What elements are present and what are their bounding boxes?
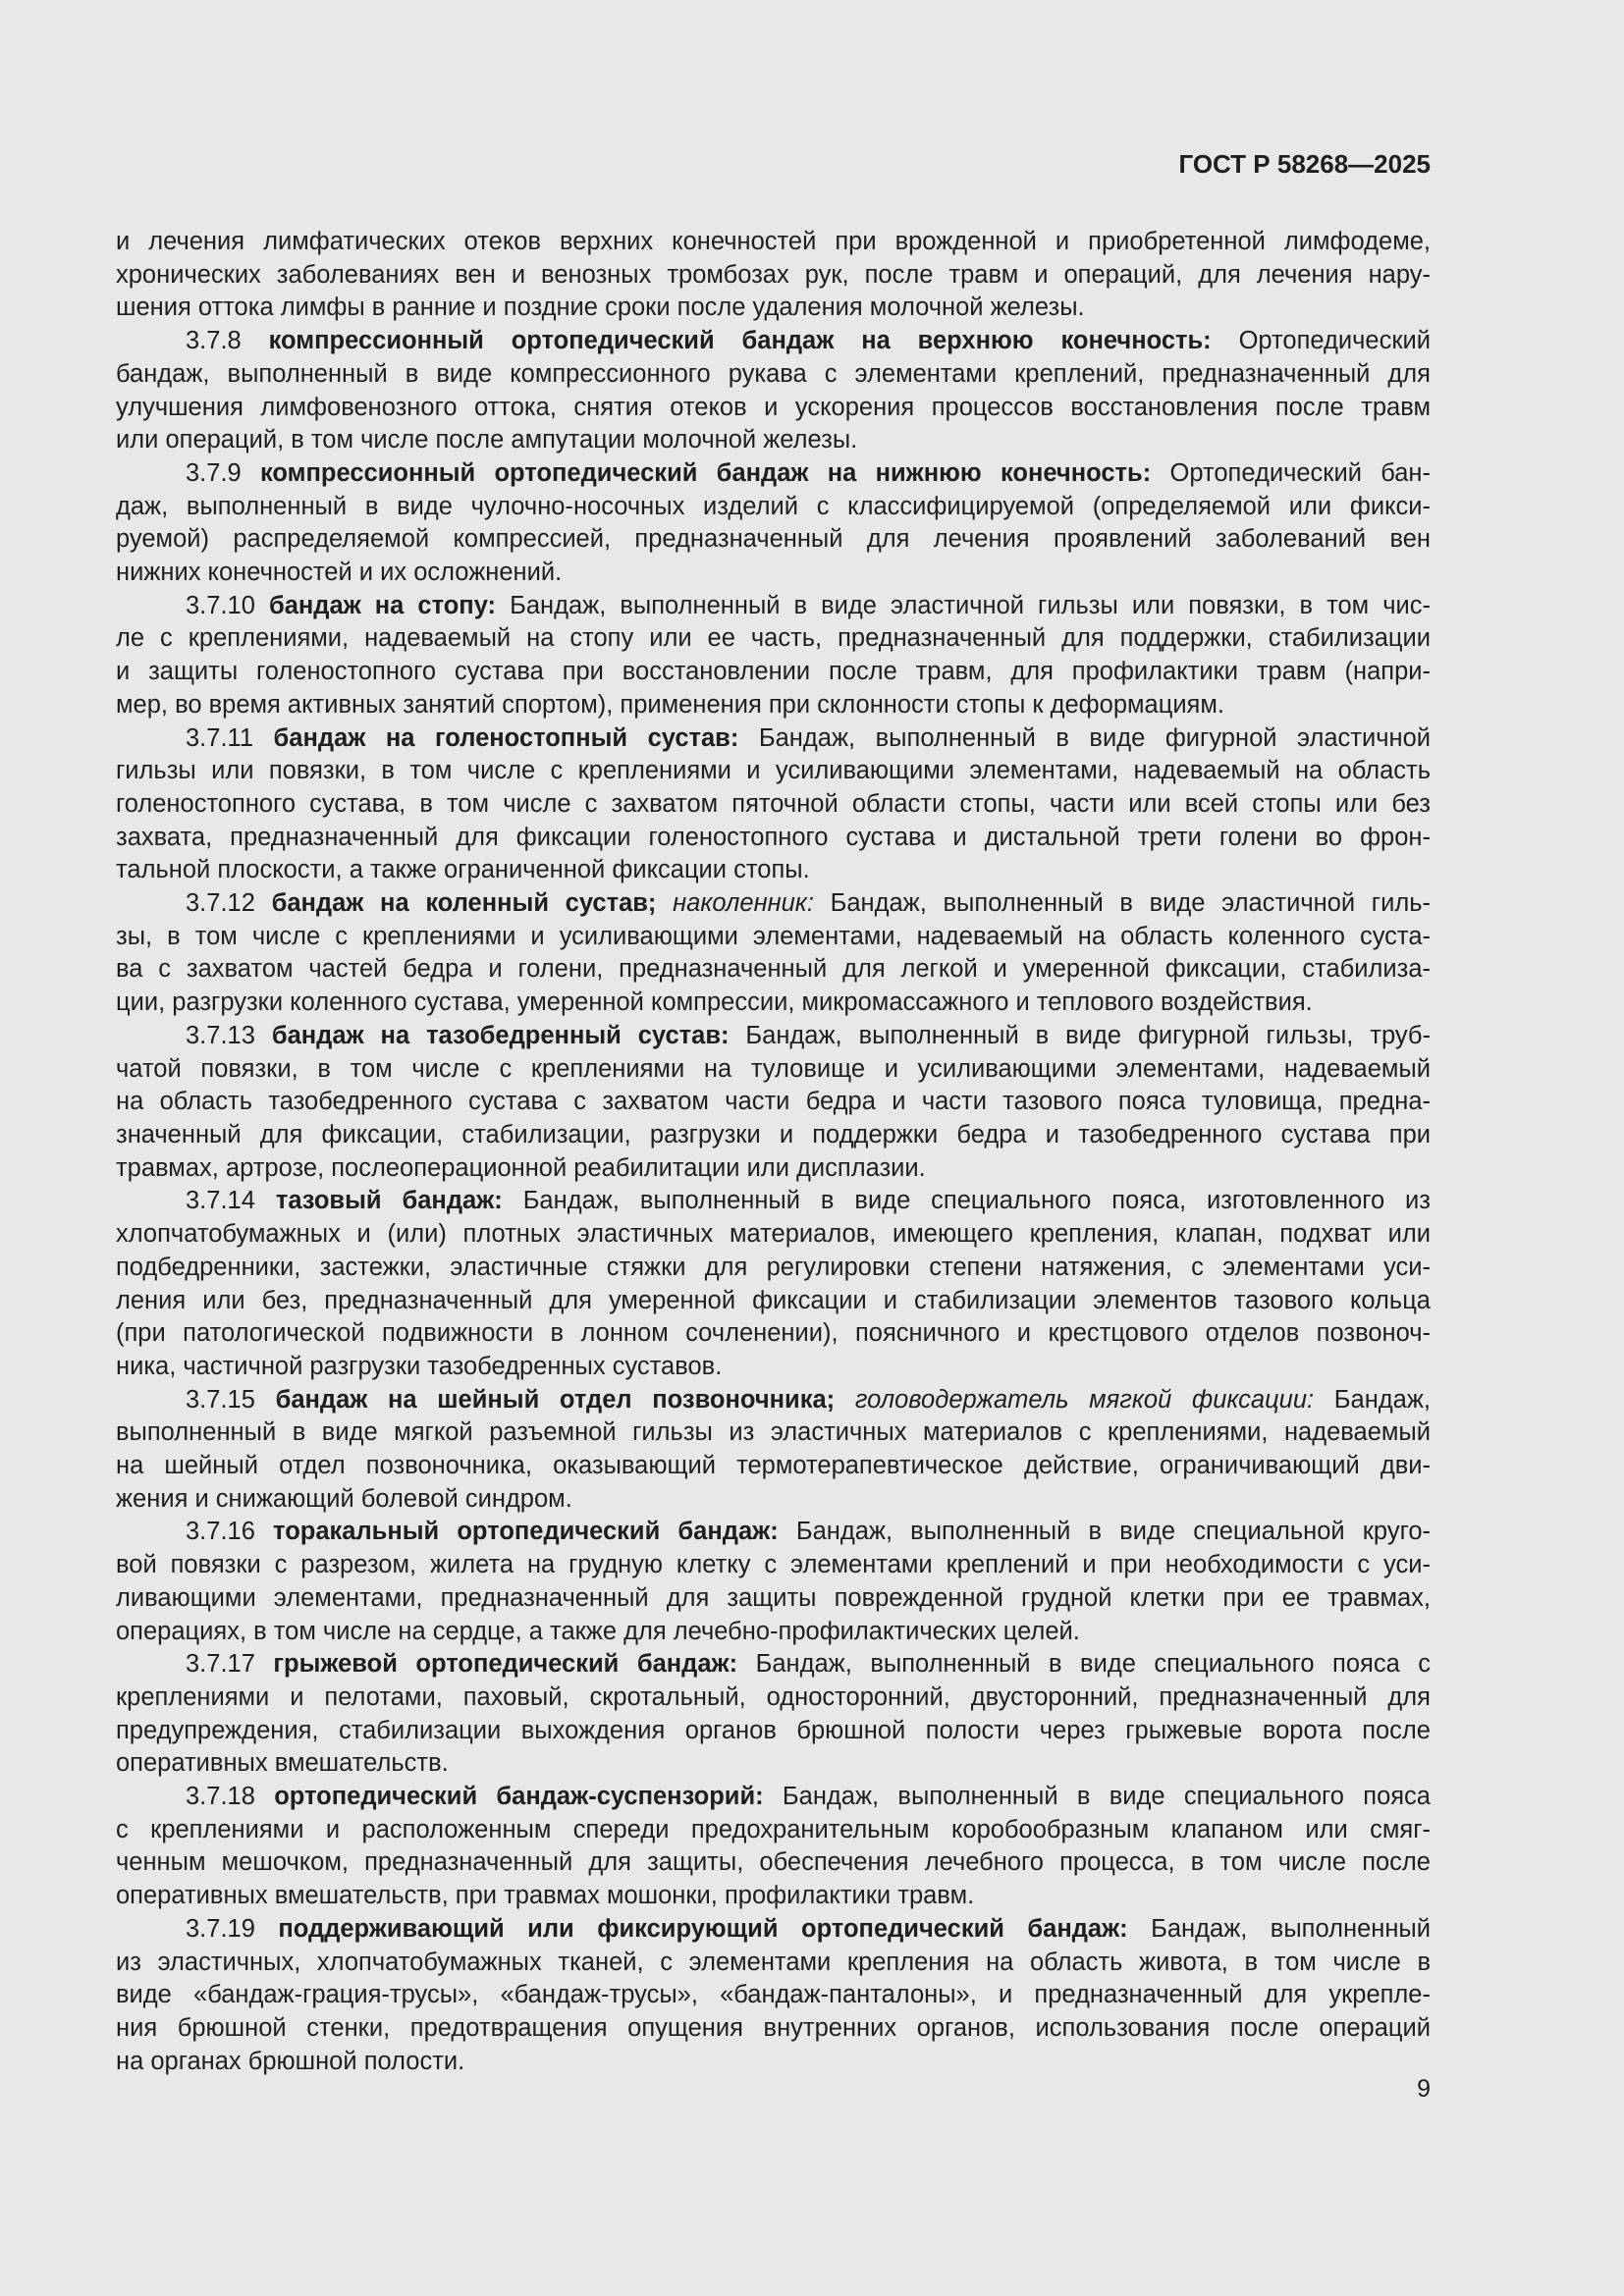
text-segment: и защиты голеностопного сустава при восстановлении после травм, для профилактики травм (напри- — [116, 658, 1431, 686]
text-line — [116, 1185, 1431, 1218]
text-line — [116, 2046, 1431, 2079]
text-segment: 3.7.14 — [186, 1187, 276, 1215]
text-segment: 3.7.9 — [186, 458, 260, 487]
paragraph — [116, 887, 1431, 1020]
text-line — [116, 557, 1431, 590]
term-definition-title: компрессионный ортопедический бандаж на нижнюю конечность: — [259, 458, 1152, 487]
paragraph — [116, 226, 1431, 325]
text-segment: Бандаж, выполненный в виде специальной круго- — [778, 1518, 1431, 1546]
paragraph — [116, 1185, 1431, 1383]
text-line — [116, 953, 1431, 987]
text-line — [116, 1979, 1431, 2012]
text-segment: 3.7.19 — [186, 1914, 279, 1943]
text-segment: мер, во время активных занятий спортом), применения при склонности стопы к деформациям. — [116, 690, 1224, 719]
text-segment: 3.7.17 — [186, 1650, 274, 1679]
text-segment: ции, разгрузки коленного сустава, умеренной компрессии, микромассажного и теплового воздействия. — [116, 988, 1313, 1017]
text-segment: ва с захватом частей бедра и голени, предназначенный для легкой и умеренной фиксации, стабилиза- — [116, 955, 1431, 984]
text-segment — [835, 1386, 855, 1414]
paragraph — [116, 590, 1431, 722]
text-segment: ченным мешочком, предназначенный для защиты, обеспечения лечебного процесса, в том числе после — [116, 1848, 1431, 1877]
text-segment: 3.7.10 — [186, 591, 269, 619]
document-header — [1178, 147, 1431, 181]
text-line — [116, 1582, 1431, 1616]
term-definition-title: бандаж на голеностопный сустав: — [273, 723, 739, 752]
text-segment: или операций, в том числе после ампутации молочной железы. — [116, 426, 858, 454]
paragraph — [116, 1384, 1431, 1517]
text-segment: ления или без, предназначенный для умеренной фиксации и стабилизации элементов тазового кольца — [116, 1286, 1431, 1314]
text-segment: гильзы или повязки, в том числе с креплениями и усиливающими элементами, надеваемый на область — [116, 757, 1431, 785]
text-line — [116, 523, 1431, 557]
text-segment: из эластичных, хлопчатобумажных тканей, с элементами крепления на область живота, в том числе в — [116, 1948, 1431, 1976]
text-line — [116, 755, 1431, 788]
text-segment: на область тазобедренного сустава с захватом части бедра и части тазового пояса туловища, предна- — [116, 1088, 1431, 1116]
term-definition-title: бандаж на стопу: — [268, 591, 497, 619]
text-line — [116, 622, 1431, 656]
text-segment: подбедренники, застежки, эластичные стяжки для регулировки степени натяжения, с элементами уси- — [116, 1253, 1431, 1281]
text-segment: Бандаж, выполненный в виде специального пояса с — [737, 1650, 1432, 1679]
text-segment: хронических заболеваниях вен и венозных тромбозах рук, после травм и операций, для лечения нару- — [116, 260, 1431, 289]
text-segment: руемой) распределяемой компрессией, предназначенный для лечения проявлений заболеваний вен — [116, 525, 1431, 554]
text-segment: даж, выполненный в виде чулочно-носочных изделий с классифицируемой (определяемой или фикси- — [116, 492, 1431, 520]
text-segment: операциях, в том числе на сердце, а также для лечебно-профилактических целей. — [116, 1617, 1080, 1645]
term-definition-title: ортопедический бандаж-суспензорий: — [274, 1783, 764, 1811]
term-definition-title: бандаж на шейный отдел позвоночника; — [275, 1385, 836, 1414]
text-segment: Ортопедический бан- — [1151, 458, 1431, 487]
text-line — [116, 1947, 1431, 1980]
paragraph — [116, 1781, 1431, 1913]
text-segment: ле с креплениями, надеваемый на стопу или ее часть, предназначенный для поддержки, стабилизации — [116, 624, 1431, 653]
text-line — [116, 1648, 1431, 1682]
text-segment: чатой повязки, в том числе с креплениями на туловище и усиливающими элементами, надеваемый — [116, 1054, 1431, 1083]
text-line — [116, 491, 1431, 524]
text-segment: Бандаж, выполненный в виде эластичной гильзы или повязки, в том чис- — [496, 591, 1431, 619]
text-line — [116, 1913, 1431, 1947]
text-line — [116, 722, 1431, 756]
text-line — [116, 1549, 1431, 1582]
text-segment: (при патологической подвижности в лонном сочленении), поясничного и крестцового отделов позвоноч- — [116, 1319, 1431, 1348]
text-segment: Бандаж, — [1314, 1385, 1431, 1414]
standard-designation: ГОСТ Р 58268—2025 — [1178, 149, 1431, 179]
text-line — [116, 392, 1431, 425]
text-line — [116, 1218, 1431, 1252]
text-segment: 3.7.12 — [186, 889, 272, 918]
text-line — [116, 325, 1431, 358]
paragraph — [116, 722, 1431, 888]
text-segment: на органах брюшной полости. — [116, 2047, 465, 2075]
text-segment: и лечения лимфатических отеков верхних конечностей при врожденной и приобретенной лимфодеме, — [116, 228, 1431, 255]
text-line — [116, 226, 1431, 259]
text-line — [116, 292, 1431, 325]
text-line — [116, 358, 1431, 392]
text-segment: предупреждения, стабилизации выхождения органов брюшной полости через грыжевые ворота после — [116, 1716, 1431, 1744]
text-segment: улучшения лимфовенозного оттока, снятия отеков и ускорения процессов восстановления после травм — [116, 393, 1431, 421]
text-line — [116, 1053, 1431, 1087]
text-line — [116, 1880, 1431, 1913]
text-line — [116, 1285, 1431, 1318]
text-line — [116, 1119, 1431, 1152]
paragraph — [116, 325, 1431, 457]
text-segment: 3.7.16 — [186, 1518, 274, 1546]
text-line — [116, 259, 1431, 293]
text-line — [116, 2012, 1431, 2046]
text-segment: 3.7.18 — [186, 1783, 275, 1811]
page-number: 9 — [1417, 2075, 1431, 2103]
text-segment: ливающими элементами, предназначенный для защиты поврежденной грудной клетки при ее травмах, — [116, 1583, 1431, 1612]
text-segment: шения оттока лимфы в ранние и поздние сроки после удаления молочной железы. — [116, 294, 1085, 322]
term-definition-title: тазовый бандаж: — [275, 1187, 503, 1215]
text-line — [116, 1715, 1431, 1748]
text-line — [116, 1846, 1431, 1880]
text-segment: Бандаж, выполненный в виде фигурной гильзы, труб- — [729, 1021, 1432, 1049]
text-line — [116, 1384, 1431, 1417]
text-segment: оперативных вмешательств, при травмах мошонки, профилактики травм. — [116, 1882, 975, 1910]
text-segment: Бандаж, выполненный в виде фигурной эластичной — [738, 723, 1432, 752]
term-definition-title: поддерживающий или фиксирующий ортопедический бандаж: — [278, 1914, 1128, 1943]
text-segment: 3.7.11 — [186, 723, 274, 752]
text-segment: Бандаж, выполненный в виде эластичной гиль- — [813, 889, 1432, 918]
text-segment: Ортопедический — [1211, 327, 1432, 355]
text-line — [116, 1086, 1431, 1119]
text-line — [116, 1814, 1431, 1847]
text-line — [116, 1252, 1431, 1285]
text-line — [116, 987, 1431, 1020]
text-segment: захвата, предназначенный для фиксации голеностопного сустава и дистальной трети голени во фрон- — [116, 823, 1431, 851]
term-definition-title: торакальный ортопедический бандаж: — [273, 1518, 779, 1546]
text-line — [116, 1781, 1431, 1814]
text-line — [116, 1483, 1431, 1517]
text-line — [116, 1516, 1431, 1549]
text-line — [116, 1747, 1431, 1781]
text-segment: виде «бандаж-грация-трусы», «бандаж-трусы», «бандаж-панталоны», и предназначенный для укрепле- — [116, 1981, 1431, 2009]
text-segment: выполненный в виде мягкой разъемной гильзы из эластичных материалов с креплениями, надеваемый — [116, 1418, 1431, 1447]
term-synonym: наколенник: — [673, 889, 814, 918]
paragraph — [116, 1648, 1431, 1781]
text-line — [116, 656, 1431, 689]
term-definition-title: грыжевой ортопедический бандаж: — [273, 1650, 738, 1679]
text-line — [116, 1450, 1431, 1483]
text-segment: Бандаж, выполненный — [1127, 1914, 1431, 1943]
term-definition-title: бандаж на тазобедренный сустав: — [271, 1021, 730, 1049]
text-segment: нижних конечностей и их осложнений. — [116, 559, 563, 587]
text-line — [116, 1020, 1431, 1053]
paragraph — [116, 457, 1431, 590]
text-segment: 3.7.15 — [186, 1385, 276, 1414]
text-segment: жения и снижающий болевой синдром. — [116, 1484, 572, 1513]
text-line — [116, 424, 1431, 457]
text-line — [116, 854, 1431, 887]
text-line — [116, 590, 1431, 623]
text-line — [116, 1351, 1431, 1384]
document-body — [116, 226, 1431, 2078]
text-line — [116, 1416, 1431, 1450]
text-segment: Бандаж, выполненный в виде специального пояса — [763, 1783, 1431, 1811]
text-line — [116, 1317, 1431, 1351]
text-segment: бандаж, выполненный в виде компрессионного рукава с элементами креплений, предназначенный для — [116, 359, 1431, 388]
text-segment: 3.7.13 — [186, 1021, 272, 1049]
term-synonym: головодержатель мягкой фиксации: — [854, 1385, 1315, 1414]
text-line — [116, 457, 1431, 491]
text-segment: ния брюшной стенки, предотвращения опущения внутренних органов, использования после операций — [116, 2013, 1431, 2042]
text-segment: креплениями и пелотами, паховый, скротальный, односторонний, двусторонний, предназначенный для — [116, 1682, 1431, 1711]
text-line — [116, 887, 1431, 921]
paragraph — [116, 1516, 1431, 1648]
text-segment — [656, 889, 673, 917]
text-segment: ника, частичной разгрузки тазобедренных суставов. — [116, 1352, 723, 1380]
text-segment: Бандаж, выполненный в виде специального пояса, изготовленного из — [502, 1187, 1431, 1215]
text-segment: 3.7.8 — [186, 327, 269, 355]
text-segment: зы, в том числе с креплениями и усиливающими элементами, надеваемый на область коленного суста- — [116, 922, 1431, 950]
text-line — [116, 921, 1431, 954]
term-definition-title: компрессионный ортопедический бандаж на верхнюю конечность: — [268, 327, 1212, 355]
text-segment: оперативных вмешательств. — [116, 1749, 449, 1778]
text-segment: на шейный отдел позвоночника, оказывающий термотерапевтическое действие, ограничивающий дви- — [116, 1452, 1431, 1480]
text-segment: травмах, артрозе, послеоперационной реабилитации или дисплазии. — [116, 1153, 926, 1182]
text-segment: хлопчатобумажных и (или) плотных эластичных материалов, имеющего крепления, клапан, подхват или — [116, 1220, 1431, 1249]
paragraph — [116, 1913, 1431, 2079]
text-segment: значенный для фиксации, стабилизации, разгрузки и поддержки бедра и тазобедренного сустава при — [116, 1120, 1431, 1148]
text-line — [116, 822, 1431, 855]
text-line — [116, 689, 1431, 722]
text-segment: с креплениями и расположенным спереди предохранительным коробообразным клапаном или смяг- — [116, 1815, 1431, 1843]
text-segment: тальной плоскости, а также ограниченной фиксации стопы. — [116, 856, 810, 884]
text-line — [116, 1682, 1431, 1715]
text-segment: вой повязки с разрезом, жилета на грудную клетку с элементами креплений и при необходимости с уси- — [116, 1551, 1431, 1579]
text-line — [116, 1152, 1431, 1186]
text-line — [116, 1616, 1431, 1649]
text-segment: голеностопного сустава, в том числе с захватом пяточной области стопы, части или всей стопы или без — [116, 789, 1431, 818]
term-definition-title: бандаж на коленный сустав; — [271, 889, 657, 918]
text-line — [116, 788, 1431, 822]
paragraph — [116, 1020, 1431, 1186]
